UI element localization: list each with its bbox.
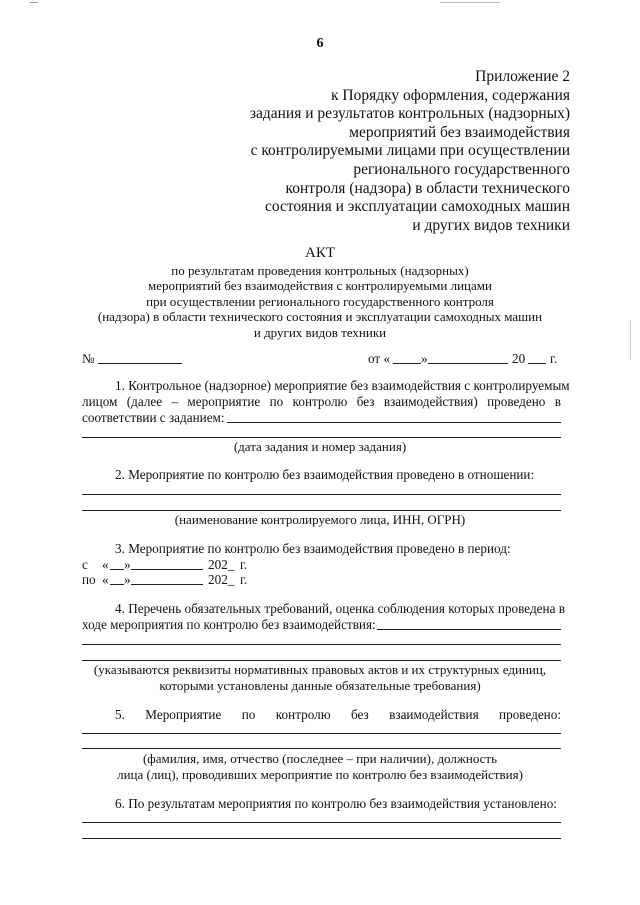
item4-field-2	[82, 644, 561, 645]
item3-from-close: »	[124, 557, 131, 572]
appendix-line: мероприятий без взаимодействия	[349, 123, 570, 141]
act-title: АКТ	[305, 245, 335, 261]
scan-artifact	[30, 2, 38, 3]
item1-field-2	[82, 437, 561, 438]
appendix-line: к Порядку оформления, содержания	[330, 86, 570, 104]
act-number-field	[98, 363, 182, 364]
item4-line2: ходе мероприятия по контролю без взаимодействия:	[82, 617, 376, 632]
appendix-line: задания и результатов контрольных (надзорных)	[249, 105, 570, 123]
item4-field-3	[82, 660, 561, 661]
appendix-line: Приложение 2	[475, 68, 570, 85]
item5-field	[82, 733, 561, 734]
act-date-month-field	[428, 363, 508, 364]
item2-line1: 2. Мероприятие по контролю без взаимодействия проведено в отношении:	[115, 467, 535, 482]
item3-to-month-field	[131, 584, 203, 585]
appendix-line: состояния и эксплуатации самоходных машин	[264, 198, 570, 216]
act-date-suffix: г.	[550, 351, 558, 366]
appendix-line: контроля (надзора) в области технического	[285, 179, 570, 197]
item4-caption-1: (указываются реквизиты нормативных правовых актов и их структурных единиц,	[93, 662, 547, 677]
act-subtitle-line: (надзора) в области технического состояния и эксплуатации самоходных машин	[97, 309, 543, 325]
act-date-day-field	[393, 363, 421, 364]
item6-line1: 6. По результатам мероприятия по контролю без взаимодействия установлено:	[115, 796, 557, 811]
item1-line3: соответствии с заданием:	[82, 410, 225, 425]
act-subtitle-line: и других видов техники	[253, 324, 387, 340]
item3-to-open: «	[102, 572, 109, 587]
act-subtitle	[0, 263, 640, 340]
act-subtitle-line: по результатам проведения контрольных (надзорных)	[171, 263, 469, 278]
item1-line1: 1. Контрольное (надзорное) мероприятие без взаимодействия с контролируемым	[115, 378, 570, 393]
act-subtitle-line: мероприятий без взаимодействия с контролируемыми лицами	[148, 278, 492, 294]
appendix-line: с контролируемыми лицами при осуществлении	[250, 142, 570, 160]
item4-field	[377, 629, 561, 630]
act-date-year: 20	[512, 351, 526, 366]
item1-field	[227, 422, 561, 423]
item6-field	[82, 822, 561, 823]
item1-line2: лицом (далее – мероприятие по контролю без взаимодействия) проведено в	[82, 394, 561, 409]
appendix-line: регионального государственного	[353, 160, 570, 178]
scan-artifact	[630, 320, 631, 360]
item4-line1: 4. Перечень обязательных требований, оценка соблюдения которых проведена в	[115, 601, 565, 616]
item3-from-month-field	[131, 569, 203, 570]
item1-caption: (дата задания и номер задания)	[233, 439, 407, 454]
item5-line1: 5. Мероприятие по контролю без взаимодействия проведено:	[115, 707, 561, 722]
item3-from-label: с	[82, 557, 88, 572]
appendix-line: и других видов техники	[412, 216, 570, 234]
item3-to-year: 202_	[208, 572, 235, 587]
item6-field-2	[82, 838, 561, 839]
item3-to-close: »	[124, 572, 131, 587]
act-date-close: »	[421, 351, 428, 366]
item2-caption: (наименование контролируемого лица, ИНН, ОГРН)	[174, 512, 466, 527]
item4-caption-2: которыми установлены данные обязательные требования)	[159, 678, 481, 693]
item3-from-day-field	[110, 569, 124, 570]
item3-from-year: 202_	[208, 557, 235, 572]
item3-to-day-field	[110, 584, 124, 585]
item5-field-2	[82, 748, 561, 749]
act-number-label: №	[82, 351, 95, 366]
item3-to-g: г.	[240, 572, 248, 587]
item3-from-open: «	[102, 557, 109, 572]
item3-to-label: по	[82, 572, 96, 587]
page-number: 6	[316, 36, 324, 51]
item2-field-2	[82, 510, 561, 511]
scan-artifact	[440, 2, 500, 3]
act-date-year-field	[528, 363, 546, 364]
item5-caption-2: лица (лиц), проводивших мероприятие по контролю без взаимодействия)	[117, 767, 523, 782]
item3-from-g: г.	[240, 557, 248, 572]
item5-caption-1: (фамилия, имя, отчество (последнее – при наличии), должность	[142, 751, 498, 766]
act-subtitle-line: при осуществлении регионального государственного контроля	[146, 293, 494, 309]
item2-field	[82, 494, 561, 495]
appendix-header	[150, 68, 570, 235]
act-date-open: от «	[368, 351, 391, 366]
item3-line1: 3. Мероприятие по контролю без взаимодействия проведено в период:	[115, 541, 511, 556]
